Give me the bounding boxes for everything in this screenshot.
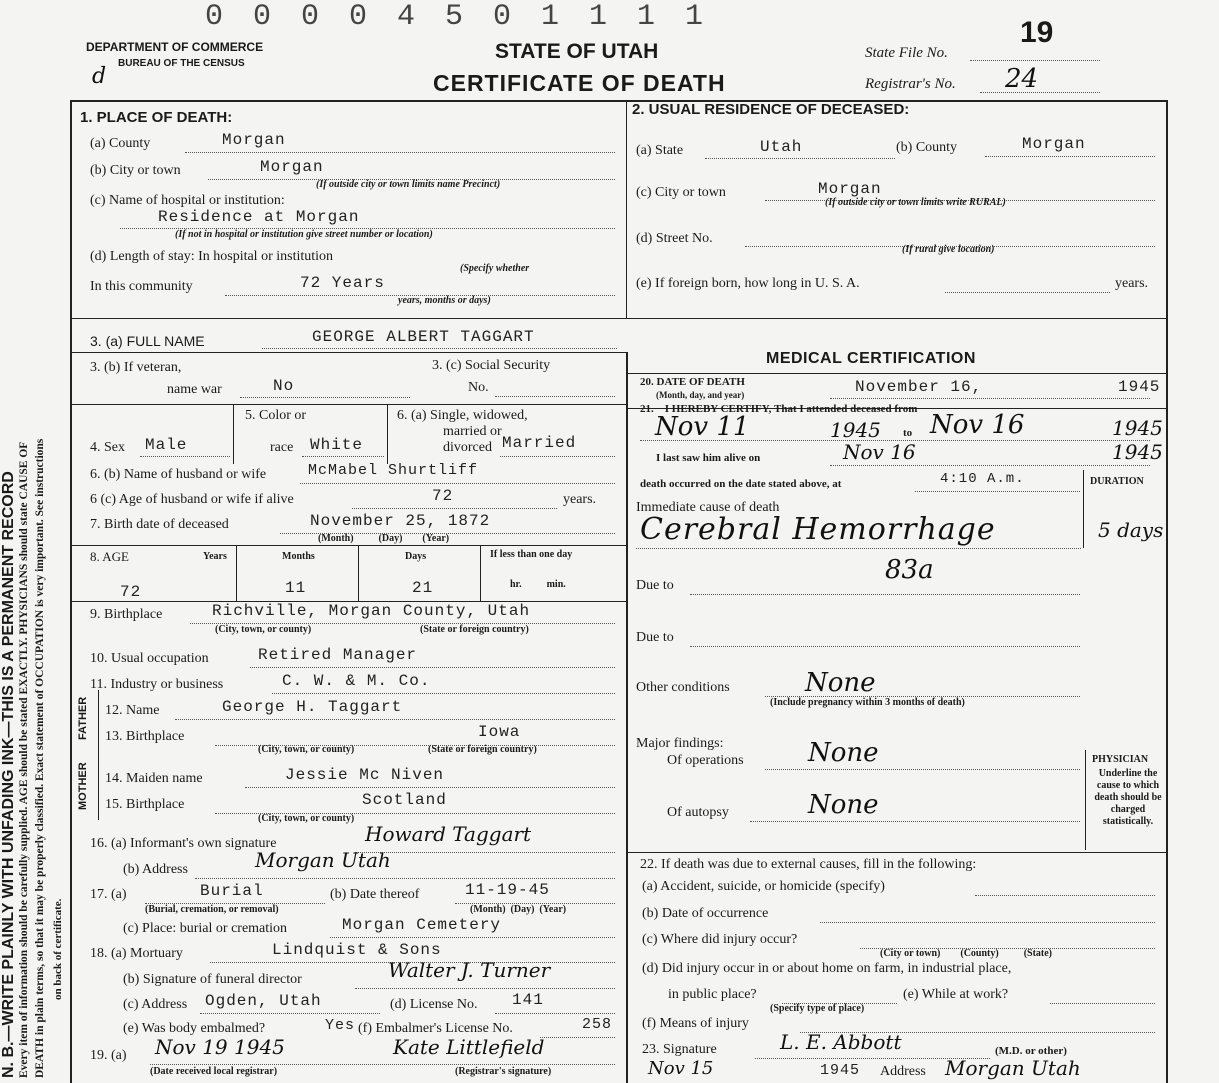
age-years-label: Years xyxy=(203,551,227,562)
marital-label-1: 6. (a) Single, widowed, xyxy=(397,408,528,423)
mortuary-label: 18. (a) Mortuary xyxy=(90,946,183,961)
community-label: In this community xyxy=(90,279,193,294)
margin-instruction-3: DEATH in plain terms, so that it may be properly classified. Exact statement of OCCUPATION is very important. See instructions xyxy=(34,438,46,1078)
age-lessday-label: If less than one day xyxy=(490,549,573,560)
death-city-label: (b) City or town xyxy=(90,163,181,178)
father-tag: FATHER xyxy=(77,696,89,740)
public-place-label: in public place? xyxy=(668,987,757,1002)
father-place-note-2: (State or foreign country) xyxy=(428,744,537,755)
attended-to-year: 1945 xyxy=(1112,416,1163,440)
death-date-note: (Month, day, and year) xyxy=(656,390,745,400)
mortuary-address-label: (c) Address xyxy=(123,997,188,1012)
signature-address: Morgan Utah xyxy=(945,1056,1081,1080)
autopsy-value: None xyxy=(808,790,879,820)
informant-address: Morgan Utah xyxy=(255,848,391,872)
margin-instruction-4: on back of certificate. xyxy=(52,898,64,1000)
death-city-value: Morgan xyxy=(260,158,324,176)
registrar-label: Registrar's No. xyxy=(865,76,956,92)
operations-label: Of operations xyxy=(667,753,744,768)
res-city-value: Morgan xyxy=(818,180,882,198)
age-days-value: 21 xyxy=(412,579,434,597)
place-of-death-title: 1. PLACE OF DEATH: xyxy=(80,109,233,126)
license-value: 141 xyxy=(512,991,544,1009)
time-of-death: 4:10 A.m. xyxy=(940,471,1025,487)
mother-place-note: (City, town, or county) xyxy=(258,813,355,824)
occurrence-label: (b) Date of occurrence xyxy=(642,906,769,921)
place-type-note: (Specify type of place) xyxy=(770,1003,865,1014)
death-date-value: November 16, xyxy=(855,378,983,396)
burial-date-label: (b) Date thereof xyxy=(330,887,420,902)
embalmed-label: (e) Was body embalmed? xyxy=(123,1021,266,1036)
external-title: 22. If death was due to external causes, fill in the following: xyxy=(640,857,977,872)
maiden-value: Jessie Mc Niven xyxy=(285,766,445,784)
embalmer-value: 258 xyxy=(582,1016,613,1033)
signature-address-label: Address xyxy=(880,1064,926,1079)
res-city-label: (c) City or town xyxy=(636,185,726,200)
hospital-note: (If not in hospital or institution give street number or location) xyxy=(175,229,433,240)
while-at-work-label: (e) While at work? xyxy=(903,987,1009,1002)
informant-signature: Howard Taggart xyxy=(365,822,532,846)
physician-label: PHYSICIAN xyxy=(1092,754,1149,765)
state-file-label: State File No. xyxy=(865,45,948,61)
industry-label: 11. Industry or business xyxy=(90,677,224,692)
where-injury-note: (City or town) (County) (State) xyxy=(880,948,1053,959)
physician-signature: L. E. Abbott xyxy=(780,1030,902,1054)
ss-no-label: No. xyxy=(468,380,489,395)
to-label: to xyxy=(903,427,913,439)
res-city-note: (If outside city or town limits write RURAL) xyxy=(825,197,1006,208)
death-county-label: (a) County xyxy=(90,136,151,151)
due-to-2-label: Due to xyxy=(636,630,674,645)
street-label: (d) Street No. xyxy=(636,231,713,246)
age-months-label: Months xyxy=(282,551,315,562)
ss-label: 3. (c) Social Security xyxy=(432,358,551,373)
spouse-years-label: years. xyxy=(563,492,597,507)
full-name-label: 3. (a) FULL NAME xyxy=(90,333,205,349)
operations-value: None xyxy=(808,738,879,768)
sex-value: Male xyxy=(145,436,188,454)
physician-note: Underline the cause to which death should be charged statistically. xyxy=(1094,768,1162,827)
death-city-note: (If outside city or town limits name Precinct) xyxy=(316,179,501,190)
attended-from: Nov 11 xyxy=(655,412,750,442)
spouse-age-value: 72 xyxy=(432,487,454,505)
duration-value: 5 days xyxy=(1098,518,1164,542)
death-county-value: Morgan xyxy=(222,131,286,149)
state-title: STATE OF UTAH xyxy=(495,40,659,63)
major-findings-label: Major findings: xyxy=(636,736,724,751)
age-years-value: 72 xyxy=(120,583,142,601)
physician-signature-label: 23. Signature xyxy=(642,1042,717,1057)
registrar-note: (Registrar's signature) xyxy=(455,1066,552,1077)
cause-value: Cerebral Hemorrhage xyxy=(640,512,996,547)
birth-date-value: November 25, 1872 xyxy=(310,512,491,530)
mother-tag: MOTHER xyxy=(77,762,89,810)
sex-label: 4. Sex xyxy=(90,440,125,455)
embalmer-label: (f) Embalmer's License No. xyxy=(358,1021,513,1036)
father-name-label: 12. Name xyxy=(105,703,160,718)
burial-place-value: Morgan Cemetery xyxy=(342,916,502,934)
res-state-label: (a) State xyxy=(636,143,684,158)
where-injury-label: (c) Where did injury occur? xyxy=(642,932,798,947)
res-county-label: (b) County xyxy=(896,140,958,155)
industry-value: C. W. & M. Co. xyxy=(282,672,431,690)
birthplace-note-2: (State or foreign country) xyxy=(420,624,529,635)
marital-value: Married xyxy=(502,434,577,452)
burial-date-note: (Month) (Day) (Year) xyxy=(470,904,567,915)
res-state-value: Utah xyxy=(760,138,803,156)
occurred-label: death occurred on the date stated above, at xyxy=(640,478,842,490)
cause-code: 83a xyxy=(885,555,934,585)
occupation-value: Retired Manager xyxy=(258,646,418,664)
maiden-label: 14. Maiden name xyxy=(105,771,203,786)
autopsy-label: Of autopsy xyxy=(667,805,729,820)
age-hrmin-label: hr. min. xyxy=(510,579,566,590)
spouse-value: McMabel Shurtliff xyxy=(308,462,479,479)
birthplace-label: 9. Birthplace xyxy=(90,607,163,622)
md-label: (M.D. or other) xyxy=(995,1045,1067,1057)
color-label: 5. Color or xyxy=(245,408,307,423)
director-label: (b) Signature of funeral director xyxy=(123,972,302,987)
disposition-value: Burial xyxy=(200,882,264,900)
informant-label: 16. (a) Informant's own signature xyxy=(90,836,277,851)
street-note: (If rural give location) xyxy=(902,244,995,255)
other-conditions-value: None xyxy=(805,668,876,698)
received-date: Nov 19 1945 xyxy=(155,1035,285,1059)
spouse-age-label: 6 (c) Age of husband or wife if alive xyxy=(90,492,294,507)
bureau-label: BUREAU OF THE CENSUS xyxy=(118,58,245,69)
burial-date-value: 11-19-45 xyxy=(465,881,550,899)
accident-label: (a) Accident, suicide, or homicide (specify) xyxy=(642,879,885,894)
war-label: name war xyxy=(167,382,222,397)
race-label: race xyxy=(270,440,294,455)
disposition-note: (Burial, cremation, or removal) xyxy=(145,904,279,915)
residence-title: 2. USUAL RESIDENCE OF DECEASED: xyxy=(632,101,910,118)
mother-birthplace-label: 15. Birthplace xyxy=(105,797,185,812)
other-conditions-note: (Include pregnancy within 3 months of death) xyxy=(770,697,965,708)
ymd-note: years, months or days) xyxy=(398,295,491,306)
state-file-number: 19 xyxy=(1020,16,1054,49)
medical-title: MEDICAL CERTIFICATION xyxy=(766,350,976,367)
occupation-label: 10. Usual occupation xyxy=(90,651,209,666)
license-label: (d) License No. xyxy=(390,997,478,1012)
registrar-number: 24 xyxy=(1005,64,1039,94)
received-note: (Date received local registrar) xyxy=(150,1066,278,1077)
death-date-year: 1945 xyxy=(1118,378,1161,396)
death-date-label: 20. DATE OF DEATH xyxy=(640,376,745,388)
embalmed-value: Yes xyxy=(325,1017,356,1034)
birthplace-value: Richville, Morgan County, Utah xyxy=(212,602,531,620)
father-birthplace-value: Iowa xyxy=(478,723,521,741)
attended-from-year: 1945 xyxy=(830,418,881,442)
father-name-value: George H. Taggart xyxy=(222,698,403,716)
father-birthplace-label: 13. Birthplace xyxy=(105,729,185,744)
community-value: 72 Years xyxy=(300,274,385,292)
specify-note: (Specify whether xyxy=(460,263,530,274)
foreign-years: years. xyxy=(1115,276,1149,291)
last-saw-value: Nov 16 xyxy=(843,440,916,464)
last-saw-year: 1945 xyxy=(1112,440,1163,464)
hospital-label: (c) Name of hospital or institution: xyxy=(90,193,285,208)
foreign-label: (e) If foreign born, how long in U. S. A. xyxy=(636,276,860,291)
department-label: DEPARTMENT OF COMMERCE xyxy=(86,40,264,54)
last-saw-label: I last saw him alive on xyxy=(656,452,761,464)
home-farm-label: (d) Did injury occur in or about home on farm, in industrial place, xyxy=(642,961,1012,976)
signature-year: 1945 xyxy=(820,1062,861,1079)
war-value: No xyxy=(273,377,295,395)
full-name-value: GEORGE ALBERT TAGGART xyxy=(312,328,535,346)
means-of-injury-label: (f) Means of injury xyxy=(642,1016,749,1031)
res-county-value: Morgan xyxy=(1022,135,1086,153)
cause-label: Immediate cause of death xyxy=(636,500,780,515)
duration-label: DURATION xyxy=(1090,476,1144,487)
birth-date-label: 7. Birth date of deceased xyxy=(90,517,229,532)
birth-date-note: (Month) (Day) (Year) xyxy=(318,533,450,544)
registrar-signature: Kate Littlefield xyxy=(393,1035,545,1059)
stay-label: (d) Length of stay: In hospital or institution xyxy=(90,249,334,264)
burial-place-label: (c) Place: burial or cremation xyxy=(123,921,288,936)
serial-number: 0 0 0 0 4 5 0 1 1 1 1 xyxy=(205,0,710,34)
mortuary-address-value: Ogden, Utah xyxy=(205,992,322,1010)
mother-birthplace-value: Scotland xyxy=(362,791,447,809)
attended-to: Nov 16 xyxy=(930,410,1025,440)
veteran-label: 3. (b) If veteran, xyxy=(90,360,182,375)
received-label: 19. (a) xyxy=(90,1048,127,1063)
margin-instruction-2: Every item of information should be carefully supplied. AGE should be stated EXACTLY. PHYSICIANS should state CAUSE OF xyxy=(18,441,30,1078)
corner-mark: d xyxy=(92,64,107,89)
disposition-number: 17. (a) xyxy=(90,887,127,902)
age-label: 8. AGE xyxy=(90,549,129,564)
age-days-label: Days xyxy=(405,551,427,562)
birthplace-note-1: (City, town, or county) xyxy=(215,624,312,635)
race-value: White xyxy=(310,436,364,454)
marital-label-3: divorced xyxy=(443,440,492,455)
informant-address-label: (b) Address xyxy=(123,862,188,877)
marital-label-2: married or xyxy=(443,424,502,439)
other-conditions-label: Other conditions xyxy=(636,680,730,695)
hospital-value: Residence at Morgan xyxy=(158,208,360,226)
father-place-note-1: (City, town, or county) xyxy=(258,744,355,755)
margin-instruction-1: N. B.—WRITE PLAINLY WITH UNFADING INK—THIS IS A PERMANENT RECORD xyxy=(0,471,17,1078)
signature-date: Nov 15 xyxy=(648,1058,714,1079)
due-to-1-label: Due to xyxy=(636,578,674,593)
age-months-value: 11 xyxy=(285,579,307,597)
spouse-label: 6. (b) Name of husband or wife xyxy=(90,467,267,482)
director-signature: Walter J. Turner xyxy=(388,958,551,982)
certify-label: 21. I HEREBY CERTIFY, That I attended deceased from xyxy=(640,403,918,415)
mortuary-value: Lindquist & Sons xyxy=(272,941,442,959)
certificate-title: CERTIFICATE OF DEATH xyxy=(433,70,726,96)
